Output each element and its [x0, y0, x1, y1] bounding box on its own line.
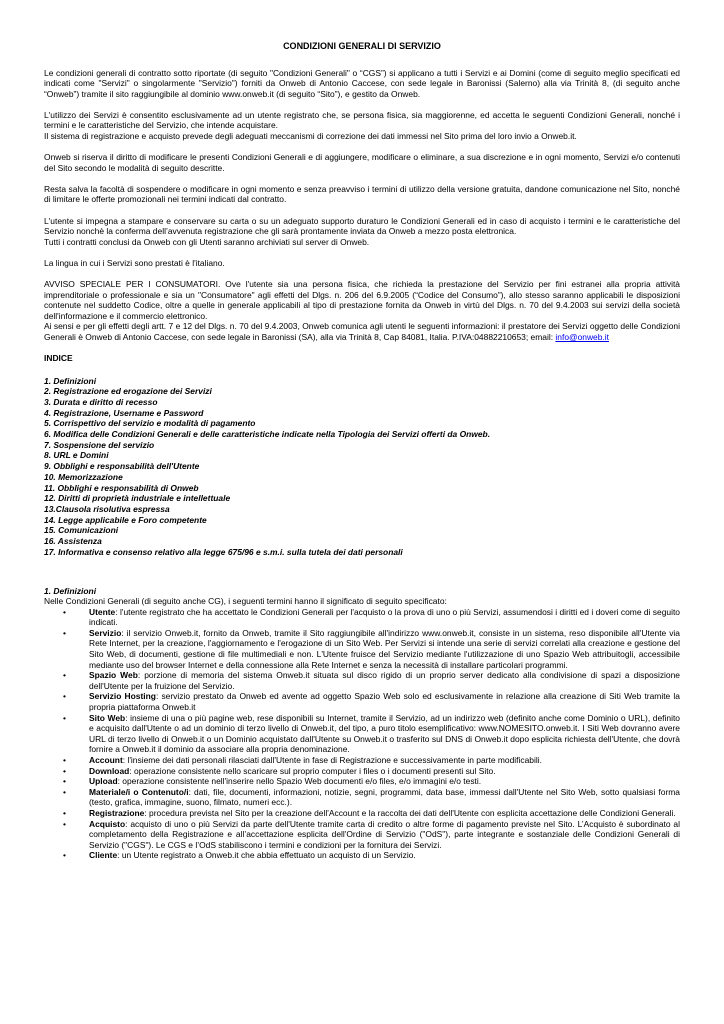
definition-text: : l'utente registrato che ha accettato le Condizioni Generali per l'acquisto o la prova di uno o più Servizi, assumendosi i diritti ed i doveri come di seguito indicati. — [89, 606, 680, 628]
definition-item — [44, 819, 680, 851]
bullet-icon: • — [63, 818, 66, 829]
definition-item — [44, 808, 680, 819]
definition-item — [44, 755, 680, 766]
definition-item — [44, 607, 680, 628]
intro-paragraph: La lingua in cui i Servizi sono prestati è l'italiano. — [44, 257, 225, 268]
index-item: 4. Registrazione, Username e Password — [44, 407, 204, 418]
index-item: 13.Clausola risolutiva espressa — [44, 504, 170, 514]
definition-item — [44, 850, 680, 861]
definition-term: Utente — [89, 606, 116, 617]
index-item: 17. Informativa e consenso relativo alla legge 675/96 e s.m.i. sulla tutela dei dati personali — [44, 546, 403, 557]
definition-term: Registrazione — [89, 807, 145, 818]
index-item: 14. Legge applicabile e Foro competente — [44, 514, 207, 525]
intro-paragraph: Onweb si riserva il diritto di modificare le presenti Condizioni Generali e di aggiungere, modificare o eliminare, a sua discrezione e in ogni momento, Servizi e/o contenuti del Sito secondo le modalità di seguito descritte. — [44, 152, 680, 173]
definition-term: Sito Web — [89, 712, 126, 723]
bullet-icon: • — [63, 755, 66, 766]
intro-paragraph: Resta salva la facoltà di sospendere o modificare in ogni momento e senza preavviso i termini di utilizzo della versione gratuita, dandone comunicazione nel Sito, nonché di limitare le offerte promozionali nei termini indicati dal contratto. — [44, 183, 680, 205]
definition-item — [44, 628, 680, 670]
index-item: 1. Definizioni — [44, 375, 97, 386]
definition-item — [44, 670, 680, 691]
index-item: 16. Assistenza — [44, 536, 102, 547]
index-item: 6. Modifica delle Condizioni Generali e delle caratteristiche indicate nella Tipologia dei Servizi offerti da Onweb. — [44, 429, 491, 440]
intro-paragraph: L'utilizzo dei Servizi è consentito esclusivamente ad un utente registrato che, se persona fisica, sia maggiorenne, ed accetta le seguenti Condizioni Generali, nonché i termini e le caratteristiche del Servizio, che intende acquistare. — [44, 109, 680, 131]
intro-paragraph: Il sistema di registrazione e acquisto prevede degli adeguati meccanismi di correzione dei dati immessi nel Sito prima del loro invio a Onweb.it. — [44, 131, 577, 142]
intro-paragraph: L'utente si impegna a stampare e conservare su carta o su un adeguato supporto duraturo le Condizioni Generali ed in caso di acquisto i termini e le caratteristiche del Servizio nonchè la conferma dell’avvenuta registrazione che gli sarà prontamente inviata da Onweb a mezzo posta elettronica. — [44, 215, 680, 237]
intro-paragraph: Tutti i contratti conclusi da Onweb con gli Utenti saranno archiviati sul server di Onweb. — [44, 236, 370, 247]
index-item: 10. Memorizzazione — [44, 471, 123, 482]
bullet-icon: • — [63, 786, 66, 797]
bullet-icon: • — [63, 627, 66, 638]
definition-text: : insieme di una o più pagine web, rese disponibili su Internet, tramite il Servizio, ad un indirizzo web (definito anche come Dominio o URL), definito e acquisito dall'Utente o ad un dominio di terzo livello di Onweb.it, del tipo, a puro titolo esemplificativo: www.NOMESITO.onweb.it. I Siti Web dovranno avere URL di terzo livello di Onweb.it o un Dominio acquistato dall'Utente su Onweb.it o trasferito sul DNS di Onweb.it dopo esplicita richiesta dell'Utente, che dovrà fornire a Onweb.it il dominio da associare alla propria denominazione. — [89, 712, 680, 755]
intro-paragraph: Le condizioni generali di contratto sotto riportate (di seguito "Condizioni Generali" o “CGS”) si applicano a tutti i Servizi e ai Domini (come di seguito meglio specificati ed indicati come "Servizi" o singolarmente "Servizio") forniti da Onweb di Antonio Caccese, con sede legale in Baronissi (Salerno) alla via Trinità 8, (di seguito anche “Onweb”) tramite il sito raggiungibile al dominio www.onweb.it (di seguito “Sito”), e gestito da Onweb. — [44, 67, 680, 99]
index-item: 9. Obblighi e responsabilità dell'Utente — [44, 461, 200, 472]
document-title: CONDIZIONI GENERALI DI SERVIZIO — [283, 41, 441, 51]
definition-term: Spazio Web — [89, 670, 138, 681]
bullet-icon: • — [63, 776, 66, 787]
definition-text: : dati, file, documenti, informazioni, notizie, segni, programmi, data base, immessi dall'Utente nel Sito Web, sotto qualsiasi forma (testo, grafica, immagine, suono, filmato, numeri ecc.). — [89, 786, 680, 808]
definition-item — [44, 713, 680, 755]
definition-text: : servizio prestato da Onweb ed avente ad oggetto Spazio Web solo ed esclusivamente in relazione alla creazione di Siti Web tramite la propria piattaforma Onweb.it — [89, 691, 680, 713]
definition-term: Acquisto — [89, 818, 126, 829]
index-item: 15. Comunicazioni — [44, 525, 119, 536]
definition-term: Servizio Hosting — [89, 691, 156, 702]
bullet-icon: • — [63, 807, 66, 818]
definition-item — [44, 691, 680, 712]
email-link[interactable]: info@onweb.it — [555, 331, 610, 342]
bullet-icon: • — [63, 850, 66, 861]
definition-text: : acquisto di uno o più Servizi da parte dell'Utente tramite carta di credito o altre forme di pagamento previste nel Sito. L’Acquisto è subordinato al completamento della Registrazione e all’accettazione esplicita dell'Ordine di Servizio ("OdS"), parte integrante e sostanziale delle Condizioni Generali di Servizio ("CGS"). Le CGS e l’OdS stabiliscono i termini e condizioni per la fornitura dei Servizi. — [89, 818, 680, 850]
definition-text: : l'insieme dei dati personali rilasciati dall'Utente in fase di Registrazione e successivamente in parte modificabili. — [122, 755, 542, 766]
definition-text: : il servizio Onweb.it, fornito da Onweb, tramite il Sito raggiungibile all'indirizzo www.onweb.it, consiste in un sistema, reso disponibile all'Utente via Rete Internet, per la creazione, l'aggiornamento e l'erogazione di un Sito Web. Per Servizi si intende una serie di servizi correlati alla creazione e gestione del Sito Web, di documenti, gestione di file multimediali e non. L'Utente fruisce del Servizio mediante l'utilizzazione di uno Spazio Web attribuitogli, accessibile mediante uso del browser Internet e della connessione alla Rete Internet e senza la necessità di installare particolari programmi. — [89, 627, 680, 670]
definition-text: : porzione di memoria del sistema Onweb.it situata sul disco rigido di un proprio server dedicato alla condivisione di spazi a disposizione dell'Utente per la fruizione del Servizio. — [89, 670, 680, 691]
definition-text: : operazione consistente nell'inserire nello Spazio Web documenti e/o files, e/o immagini e/o testi. — [117, 776, 482, 787]
provider-info-text: Ai sensi e per gli effetti degli artt. 7 e 12 del Dlgs. n. 70 del 9.4.2003, Onweb comunica agli utenti le seguenti informazioni: il prestatore dei Servizi oggetto delle Condizioni Generali è Onweb di Antonio Caccese, con sede legale in Baronissi (SA), alla via Trinità 8, Cap 84081, Italia. P.IVA:04882210653; email: — [44, 321, 680, 342]
document-page — [44, 41, 680, 861]
index-item: 11. Obblighi e responsabilità di Onweb — [44, 482, 199, 493]
definition-term: Materiale/i o Contenuto/i — [89, 786, 189, 797]
index-item: 3. Durata e diritto di recesso — [44, 396, 158, 407]
definition-term: Upload — [89, 776, 118, 787]
definition-term: Download — [89, 765, 130, 776]
definition-term: Account — [89, 755, 123, 766]
bullet-icon: • — [63, 691, 66, 702]
index-item: 2. Registrazione ed erogazione dei Servizi — [44, 386, 212, 397]
bullet-icon: • — [63, 606, 66, 617]
definition-item — [44, 787, 680, 808]
consumer-notice: AVVISO SPECIALE PER I CONSUMATORI. Ove l'utente sia una persona fisica, che richieda la prestazione del Servizio per fini estranei alla propria attività imprenditoriale o professionale e sia un "Consumatore" agli effetti del Dlgs. n. 206 del 6.9.2005 (“Codice del Consumo”), allo stesso saranno applicabili le disposizioni contenute nel suddetto Codice, oltre a quelle in generale applicabili al tipo di prestazione fornita da Onweb in virtù del Dlgs. n. 70 del 9.4.2003 sui servizi della società dell'informazione e il commercio elettronico. — [44, 278, 680, 321]
section-title: 1. Definizioni — [44, 585, 97, 596]
definition-term: Cliente — [89, 850, 118, 861]
index-item: 8. URL e Domini — [44, 450, 109, 461]
definition-item — [44, 766, 680, 777]
bullet-icon: • — [63, 765, 66, 776]
index-item: 12. Diritti di proprietà industriale e intellettuale — [44, 493, 231, 504]
bullet-icon: • — [63, 670, 66, 681]
index-item: 5. Corrispettivo del servizio e modalità di pagamento — [44, 418, 256, 429]
definitions-list — [44, 607, 680, 861]
definition-item — [44, 776, 680, 787]
index-item: 7. Sospensione del servizio — [44, 439, 155, 450]
definition-term: Servizio — [89, 627, 122, 638]
section-lead: Nelle Condizioni Generali (di seguito anche CG), i seguenti termini hanno il significato di seguito specificato: — [44, 596, 447, 607]
provider-info — [44, 321, 680, 342]
index-heading: INDICE — [44, 352, 73, 363]
bullet-icon: • — [63, 712, 66, 723]
definition-text: : procedura prevista nel Sito per la creazione dell'Account e la raccolta dei dati dell'Utente con esplicita accettazione delle Condizioni Generali. — [144, 807, 676, 818]
definition-text: : operazione consistente nello scaricare sul proprio computer i files o i documenti presenti sul Sito. — [129, 765, 496, 776]
definition-text: : un Utente registrato a Onweb.it che abbia effettuato un acquisto di un Servizio. — [117, 850, 416, 861]
index-list — [44, 376, 680, 558]
